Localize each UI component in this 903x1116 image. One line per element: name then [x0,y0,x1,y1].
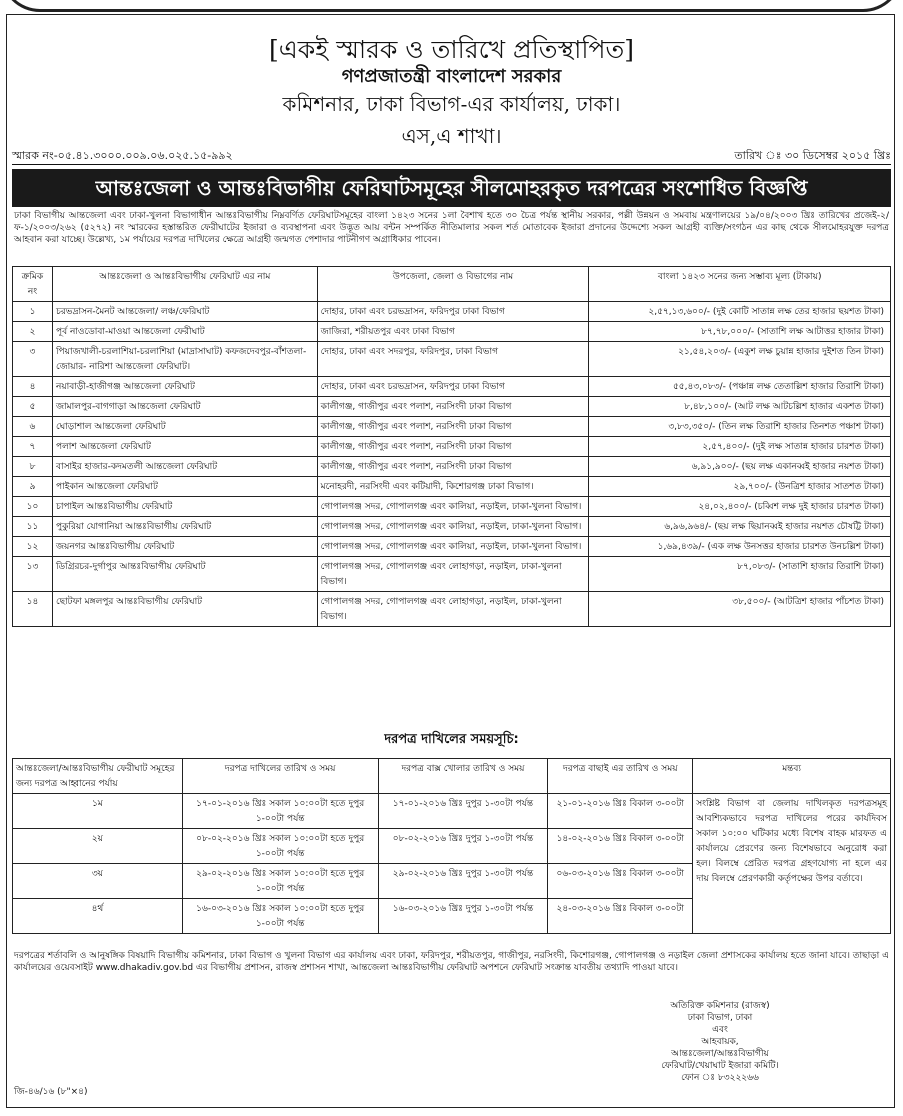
notice-date: তারিখ ঃ ৩০ ডিসেম্বর ২০১৫ খ্রিঃ [734,149,891,162]
cell-price: ৬,৯৬,৯৬৪/- (ছয় লক্ষ ছিয়ানব্বই হাজার নয়শত চৌষট্টি টাকা) [589,517,891,537]
schedule-header-row [13,759,891,794]
signature-block [640,1000,800,1084]
cell-submit: ১৬-০৩-২০১৬ খ্রিঃ সকাল ১০:০০টা হতে দুপুর ১-০০টা পর্যন্ত [182,899,378,934]
cell-price: ৩৮,৫০০/- (আটত্রিশ হাজার পাঁচশত টাকা) [589,592,891,627]
government-name: গণপ্রজাতন্ত্রী বাংলাদেশ সরকার [341,66,562,87]
cell-price: ৫৫,৪৩,০৮৩/- (পঞ্চান্ন লক্ষ তেতাল্লিশ হাজার তিরাশি টাকা) [589,377,891,397]
cell-area: কালীগঞ্জ, গাজীপুর এবং পলাশ, নরসিংদী ঢাকা বিভাগ [317,437,589,457]
cell-serial: ৩ [13,342,53,377]
schedule-title: দরপত্র দাখিলের সময়সূচি: [384,732,519,747]
cell-area: দোহার, ঢাকা এবং চরভদ্রাসন, ফরিদপুর ঢাকা বিভাগ [317,377,589,397]
cell-ghat-name: পুকুরিয়া যোগানিয়া আন্তঃবিভাগীয় ফেরিঘাট [52,517,317,537]
cell-area: দোহার, ঢাকা এবং চরভদ্রাসন, ফরিদপুর ঢাকা বিভাগ [317,302,589,322]
signature-line: অতিরিক্ত কমিশনার (রাজস্ব) [670,1001,770,1011]
cell-area: কালীগঞ্জ, গাজীপুর এবং পলাশ, নরসিংদী ঢাকা বিভাগ [317,457,589,477]
cell-area: গোপালগঞ্জ সদর, গোপালগঞ্জ এবং লোহাগড়া, নড়াইল, ঢাকা-খুলনা বিভাগ। [317,592,589,627]
cell-serial: ২ [13,322,53,342]
cell-phase: ২য় [13,829,183,864]
col-ghat-name: আন্তঃজেলা ও আন্তঃবিভাগীয় ফেরিঘাট এর নাম [52,267,317,302]
cell-ghat-name: চাপাইল আন্তঃবিভাগীয় ফেরিঘাট [52,497,317,517]
divider [12,164,891,165]
replacement-note: [একই স্মারক ও তারিখে প্রতিস্থাপিত] [269,35,634,64]
cell-serial: ৮ [13,457,53,477]
cell-serial: ১৩ [13,557,53,592]
table-row [13,592,891,627]
cell-ghat-name: নয়াবাড়ী-হাজীগঞ্জ আন্তজেলা ফেরিঘাট [52,377,317,397]
office-name: কমিশনার, ঢাকা বিভাগ-এর কার্যালয়, ঢাকা। [282,92,621,116]
reference-code: জি-৪৬/১৬ (৮"×৪) [14,1087,88,1097]
cell-price: ৩,৮৩,৩৫০/- (তিন লক্ষ তিরাশি হাজার তিনশত পঞ্চাশ টাকা) [589,417,891,437]
cell-area: মনোহরদী, নরসিংদী এবং কটিয়াদী, কিশোরগঞ্জ ঢাকা বিভাগ। [317,477,589,497]
cell-select: ২১-০১-২০১৬ খ্রিঃ বিকাল ৩-০০টা [548,794,693,829]
signature-line: এবং [712,1025,728,1035]
col-open: দরপত্র বাক্স খোলার তারিখ ও সময় [378,759,548,794]
signature-line: ফেরিঘাট/খেয়াঘাট ইজারা কমিটি। [661,1061,779,1071]
cell-select: ২৪-০৩-২০১৬ খ্রিঃ বিকাল ৩-০০টা [548,899,693,934]
table-row [13,322,891,342]
table-row [13,437,891,457]
table-header-row [13,267,891,302]
cell-open: ১৬-০৩-২০১৬ খ্রিঃ দুপুর ১-৩০টা পর্যন্ত [378,899,548,934]
table-row [13,377,891,397]
table-row [13,497,891,517]
col-area: উপজেলা, জেলা ও বিভাগের নাম [317,267,589,302]
table-row [13,417,891,437]
cell-price: ৮৭,৭৮,০০০/- (সাতাশি লক্ষ আটাত্তর হাজার টাকা) [589,322,891,342]
table-row [13,557,891,592]
cell-serial: ৯ [13,477,53,497]
col-price: বাংলা ১৪২৩ সনের জন্য সম্ভাব্য মূল্য (টাকায়) [589,267,891,302]
cell-select: ১৪-০২-২০১৬ খ্রিঃ বিকাল ৩-০০টা [548,829,693,864]
notice-title-banner: আন্তঃজেলা ও আন্তঃবিভাগীয় ফেরিঘাটসমূহের সীলমোহরকৃত দরপত্রের সংশোধিত বিজ্ঞপ্তি [12,169,891,207]
cell-phase: ৩য় [13,864,183,899]
cell-area: গোপালগঞ্জ সদর, গোপালগঞ্জ এবং কালিয়া, নড়াইল, ঢাকা-খুলনা বিভাগ। [317,537,589,557]
footer-paragraph: দরপত্রের শর্তাবলি ও আনুষঙ্গিক বিষয়াদি বিভাগীয় কমিশনার, ঢাকা বিভাগ ও খুলনা বিভাগ এর কার্যালয় এবং ঢাকা, ফরিদপুর, শরীয়তপুর, গাজীপুর, নরসিংদী, কিশোরগঞ্জ, গোপালগঞ্জ ও নড়াইল জেলা প্রশাসকের কার্যালয় হতে জানা যাবে। তাছাড়া এ কার্যালয়ের ওয়েবসাইট www.dhakadiv.gov.bd এর বিভাগীয় প্রশাসন, রাজস্ব প্রশাসন শাখা, আন্তজেলা আন্তঃবিভাগীয় ফেরিঘাট অপশনে ফেরিঘাট সংক্রান্ত যাবতীয় তথ্যাদি পাওয়া যাবে। [14,951,889,973]
cell-ghat-name: পলাশ আন্তজেলা ফেরিঘাট [52,437,317,457]
cell-price: ২৪,০২,৪০০/- (চব্বিশ লক্ষ দুই হাজার চারশত টাকা) [589,497,891,517]
cell-price: ৮,৪৮,১০০/- (আট লক্ষ আটচল্লিশ হাজার একশত টাকা) [589,397,891,417]
table-row [13,477,891,497]
cell-ghat-name: জয়নগর আন্তঃবিভাগীয় ফেরিঘাট [52,537,317,557]
cell-open: ২৯-০২-২০১৬ খ্রিঃ দুপুর ১-৩০টা পর্যন্ত [378,864,548,899]
cell-area: গোপালগঞ্জ সদর, গোপালগঞ্জ এবং লোহাগড়া, নড়াইল, ঢাকা-খুলনা বিভাগ। [317,557,589,592]
cell-serial: ৬ [13,417,53,437]
cell-submit: ১৭-০১-২০১৬ খ্রিঃ সকাল ১০:০০টা হতে দুপুর ১-০০টা পর্যন্ত [182,794,378,829]
cell-area: জাজিরা, শরীয়তপুর এবং ঢাকা বিভাগ [317,322,589,342]
cell-ghat-name: বাসাইর হাজার-কদমতলী আন্তজেলা ফেরিঘাট [52,457,317,477]
cell-area: গোপালগঞ্জ সদর, গোপালগঞ্জ এবং কালিয়া, নড়াইল, ঢাকা-খুলনা বিভাগ। [317,517,589,537]
table-row [13,457,891,477]
signature-line: আন্তঃজেলা/আন্তঃবিভাগীয় [671,1049,769,1059]
cell-ghat-name: পাইকান আন্তজেলা ফেরিঘাট [52,477,317,497]
cell-area: কালীগঞ্জ, গাজীপুর এবং পলাশ, নরসিংদী ঢাকা বিভাগ [317,397,589,417]
cell-area: গোপালগঞ্জ সদর, গোপালগঞ্জ এবং কালিয়া, নড়াইল, ঢাকা-খুলনা বিভাগ। [317,497,589,517]
cell-select: ০৬-০৩-২০১৬ খ্রিঃ বিকাল ৩-০০টা [548,864,693,899]
cell-serial: ১৪ [13,592,53,627]
section-name: এস,এ শাখা। [401,124,502,148]
cell-phase: ৪র্থ [13,899,183,934]
cell-ghat-name: ঘোড়াশাল আন্তজেলা ফেরিঘাট [52,417,317,437]
col-remark: মন্তব্য [693,759,891,794]
cell-open: ০৮-০২-২০১৬ খ্রিঃ দুপুর ১-৩০টা পর্যন্ত [378,829,548,864]
cell-serial: ৪ [13,377,53,397]
signature-line: আহবায়ক, [701,1037,739,1047]
cell-price: ২৯,৭০০/- (উনত্রিশ হাজার সাতশত টাকা) [589,477,891,497]
col-select: দরপত্র বাছাই এর তারিখ ও সময় [548,759,693,794]
cell-serial: ৭ [13,437,53,457]
cell-price: ২,৫৭,৪০০/- (দুই লক্ষ সাতান্ন হাজার চারশত টাকা) [589,437,891,457]
cell-price: ১,৬৯,৪৩৯/- (এক লক্ষ উনসত্তর হাজার চারশত উনচল্লিশ টাকা) [589,537,891,557]
cell-serial: ১২ [13,537,53,557]
intro-paragraph: ঢাকা বিভাগীয় আন্তজেলা এবং ঢাকা-খুলনা বিভাগাধীন আন্তঃবিভাগীয় নিম্নবর্ণিত ফেরিঘাটসমূহের বাংলা ১৪২৩ সনের ১লা বৈশাখ হতে ৩০ চৈত্র পর্যন্ত স্থানীয় সরকার, পল্লী উন্নয়ন ও সমবায় মন্ত্রণালয়ের ১৯/০৪/২০০৩ খ্রিঃ তারিখের প্রজেই-২/ফ-১/২০০৩/২৬২ (৫২৭২) নং স্মারকের হস্তান্তরিত ফেরীঘাটের ইজারা ও ব্যবস্থাপনা এবং উদ্ভূত আয় বন্টন সম্পর্কিত নীতিমালার সকল শর্ত মোতাবেক ইজারা প্রদানের উদ্দেশ্যে সকল আগ্রহী ব্যক্তি/সংগঠন এর কাছ থেকে সীলমোহরযুক্ত দরপত্র আহবান করা যাচ্ছে। উল্লেখ্য, ১ম পর্যায়ের দরপত্র দাখিলের ক্ষেত্রে আগ্রহী জন্মগত পেশাদার পাটনীগণ অগ্রাধিকার পাবেন। [14,211,889,245]
schedule-table [12,758,891,934]
memo-number: স্মারক নং-০৫.৪১.৩০০০.০০৯.০৬.০২৫.১৫-৯৯২ [12,149,233,162]
cell-serial: ১০ [13,497,53,517]
cell-ghat-name: ডিগ্রিরচর-দুর্গাপুর আন্তঃবিভাগীয় ফেরিঘাট [52,557,317,592]
table-row [13,302,891,322]
cell-serial: ৫ [13,397,53,417]
table-row [13,537,891,557]
cell-serial: ১ [13,302,53,322]
table-row [13,397,891,417]
ferry-ghat-table [12,266,891,627]
table-row [13,794,891,829]
table-row [13,342,891,377]
col-serial: ক্রমিক নং [13,267,53,302]
cell-price: ৮৭,০৮৩/- (সাতাশি হাজার তিরাশি টাকা) [589,557,891,592]
cell-area: দোহার, ঢাকা এবং সদরপুর, ফরিদপুর, ঢাকা বিভাগ [317,342,589,377]
signature-phone: ফোন ঃ ৮৩২২২৬৬ [681,1073,759,1083]
cell-ghat-name: ছোটফা মঙ্গলপুর আন্তঃবিভাগীয় ফেরিঘাট [52,592,317,627]
cell-ghat-name: পিয়াজখালী-চরলাশিয়া-চরলাশিয়া (মাদ্রাসাঘাট) কফজদেবপুর-বাঁশতলা-জোয়ার- নারিশা আন্তজেলা ফেরিঘাট। [52,342,317,377]
cell-submit: ০৮-০২-২০১৬ খ্রিঃ সকাল ১০:০০টা হতে দুপুর ১-০০টা পর্যন্ত [182,829,378,864]
table-row [13,517,891,537]
cell-ghat-name: চরভদ্রাসন-মৈনট আন্তজেলা/ লঞ্চ/ফেরিঘাট [52,302,317,322]
col-submit: দরপত্র দাখিলের তারিখ ও সময় [182,759,378,794]
cell-remark: সংশ্লিষ্ট বিভাগ বা জেলায় দাখিলকৃত দরপত্রসমূহ আবশ্যিকভাবে দরপত্র দাখিলের পরের কার্যদিবস সকাল ১০:০০ ঘটিকার মধ্যে বিশেষ বাহক মারফত এ কার্যালয়ে প্রেরণের জন্য বিশেষভাবে অনুরোধ করা হল। বিলম্বে প্রেরিত দরপত্র গ্রহণযোগ্য না হলে এর দায় বিলম্বে প্রেরণকারী কর্তৃপক্ষের উপর বর্তাবে। [693,794,891,934]
cell-price: ২১,৫৪,২০৩/- (একুশ লক্ষ চুয়ান্ন হাজার দুইশত তিন টাকা) [589,342,891,377]
cell-serial: ১১ [13,517,53,537]
cell-open: ১৭-০১-২০১৬ খ্রিঃ দুপুর ১-৩০টা পর্যন্ত [378,794,548,829]
cell-price: ৬,৯১,৯০০/- (ছয় লক্ষ একানব্বই হাজার নয়শত টাকা) [589,457,891,477]
cell-ghat-name: জামালপুর-বাগগাড়া আন্তজেলা ফেরিঘাট [52,397,317,417]
cell-phase: ১ম [13,794,183,829]
signature-line: ঢাকা বিভাগ, ঢাকা [687,1013,753,1023]
cell-submit: ২৯-০২-২০১৬ খ্রিঃ সকাল ১০:০০টা হতে দুপুর ১-০০টা পর্যন্ত [182,864,378,899]
top-border-arc [0,0,903,12]
cell-ghat-name: পূর্ব নাওডোবা-মাওয়া আন্তজেলা ফেরীঘাট [52,322,317,342]
cell-area: কালীগঞ্জ, গাজীপুর এবং পলাশ, নরসিংদী ঢাকা বিভাগ [317,417,589,437]
col-phase: আন্তঃজেলা/আন্তঃবিভাগীয় ফেরীঘাট সমূহের জন্য দরপত্র আহ্বানের পর্যায় [13,759,183,794]
cell-price: ২,৫৭,১৩,৬০০/- (দুই কোটি সাতান্ন লক্ষ তের হাজার ছয়শত টাকা) [589,302,891,322]
